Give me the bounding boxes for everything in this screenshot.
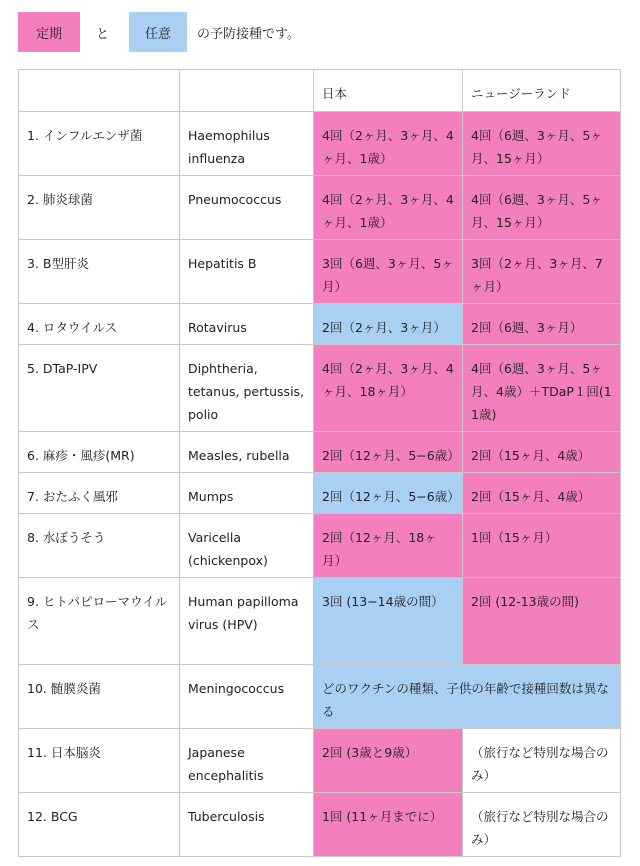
vaccine-english-name: Diphtheria, tetanus, pertussis, polio <box>180 345 314 432</box>
legend-routine-label: 定期 <box>35 26 62 42</box>
header-cell-empty-1 <box>19 70 180 112</box>
japan-schedule: 1回 (11ヶ月までに） <box>314 793 463 857</box>
vaccine-table <box>18 69 621 857</box>
nz-schedule: 3回（2ヶ月、3ヶ月、7ヶ月） <box>463 240 621 304</box>
legend-suffix: の予防接種です。 <box>197 26 300 42</box>
legend-optional-label: 任意 <box>145 26 172 42</box>
legend <box>18 12 300 52</box>
table-row <box>19 729 621 793</box>
vaccine-english-name: Pneumococcus <box>180 176 314 240</box>
table-row <box>19 578 621 665</box>
table-header-row <box>19 70 621 112</box>
vaccine-name: 4. ロタウイルス <box>19 304 180 345</box>
vaccine-english-name: Hepatitis B <box>180 240 314 304</box>
vaccine-name: 11. 日本脳炎 <box>19 729 180 793</box>
japan-schedule: 2回 (3歳と9歳） <box>314 729 463 793</box>
nz-schedule: 2回 (12-13歳の間) <box>463 578 621 665</box>
legend-routine-chip <box>18 12 80 52</box>
header-cell-empty-2 <box>180 70 314 112</box>
table-row <box>19 473 621 514</box>
nz-schedule: 2回（15ヶ月、4歳） <box>463 432 621 473</box>
vaccine-english-name: Human papilloma virus (HPV) <box>180 578 314 665</box>
vaccine-name: 7. おたふく風邪 <box>19 473 180 514</box>
table-row <box>19 304 621 345</box>
header-new-zealand: ニュージーランド <box>463 70 621 112</box>
vaccine-english-name: Japanese encephalitis <box>180 729 314 793</box>
nz-schedule: 2回（6週、3ヶ月） <box>463 304 621 345</box>
vaccine-english-name: Varicella (chickenpox) <box>180 514 314 578</box>
vaccine-name: 9. ヒトパピローマウイルス <box>19 578 180 665</box>
table-row <box>19 432 621 473</box>
japan-schedule: 2回（12ヶ月、18ヶ月） <box>314 514 463 578</box>
vaccine-english-name: Haemophilus influenza <box>180 112 314 176</box>
japan-schedule: 3回 (13−14歳の間） <box>314 578 463 665</box>
vaccine-name: 1. インフルエンザ菌 <box>19 112 180 176</box>
table-row <box>19 665 621 729</box>
japan-schedule: 2回（2ヶ月、3ヶ月） <box>314 304 463 345</box>
vaccine-name: 10. 髄膜炎菌 <box>19 665 180 729</box>
table-row <box>19 793 621 857</box>
table-row <box>19 176 621 240</box>
nz-schedule: 1回（15ヶ月） <box>463 514 621 578</box>
merged-schedule: どのワクチンの種類、子供の年齢で接種回数は異なる <box>314 665 621 729</box>
vaccine-english-name: Measles, rubella <box>180 432 314 473</box>
vaccine-name: 3. B型肝炎 <box>19 240 180 304</box>
japan-schedule: 4回（2ヶ月、3ヶ月、4ヶ月、1歳） <box>314 176 463 240</box>
legend-optional-chip <box>129 12 187 52</box>
nz-schedule: （旅行など特別な場合のみ） <box>463 793 621 857</box>
vaccine-name: 2. 肺炎球菌 <box>19 176 180 240</box>
japan-schedule: 4回（2ヶ月、3ヶ月、4ヶ月、18ヶ月） <box>314 345 463 432</box>
vaccine-name: 6. 麻疹・風疹(MR) <box>19 432 180 473</box>
vaccine-english-name: Meningococcus <box>180 665 314 729</box>
nz-schedule: 4回（6週、3ヶ月、5ヶ月、15ヶ月） <box>463 112 621 176</box>
header-japan: 日本 <box>314 70 463 112</box>
vaccine-english-name: Tuberculosis <box>180 793 314 857</box>
nz-schedule: 4回（6週、3ヶ月、5ヶ月、4歳）＋TDaP１回(11歳) <box>463 345 621 432</box>
table-row <box>19 345 621 432</box>
vaccine-english-name: Mumps <box>180 473 314 514</box>
vaccine-english-name: Rotavirus <box>180 304 314 345</box>
legend-conjunction: と <box>96 26 110 42</box>
table-row <box>19 514 621 578</box>
vaccine-name: 8. 水ぼうそう <box>19 514 180 578</box>
nz-schedule: （旅行など特別な場合のみ） <box>463 729 621 793</box>
nz-schedule: 2回（15ヶ月、4歳） <box>463 473 621 514</box>
vaccine-name: 12. BCG <box>19 793 180 857</box>
vaccine-name: 5. DTaP-IPV <box>19 345 180 432</box>
japan-schedule: 2回（12ヶ月、5−6歳） <box>314 432 463 473</box>
table-row <box>19 112 621 176</box>
japan-schedule: 4回（2ヶ月、3ヶ月、4ヶ月、1歳） <box>314 112 463 176</box>
nz-schedule: 4回（6週、3ヶ月、5ヶ月、15ヶ月） <box>463 176 621 240</box>
japan-schedule: 2回（12ヶ月、5−6歳） <box>314 473 463 514</box>
japan-schedule: 3回（6週、3ヶ月、5ヶ月） <box>314 240 463 304</box>
table-row <box>19 240 621 304</box>
